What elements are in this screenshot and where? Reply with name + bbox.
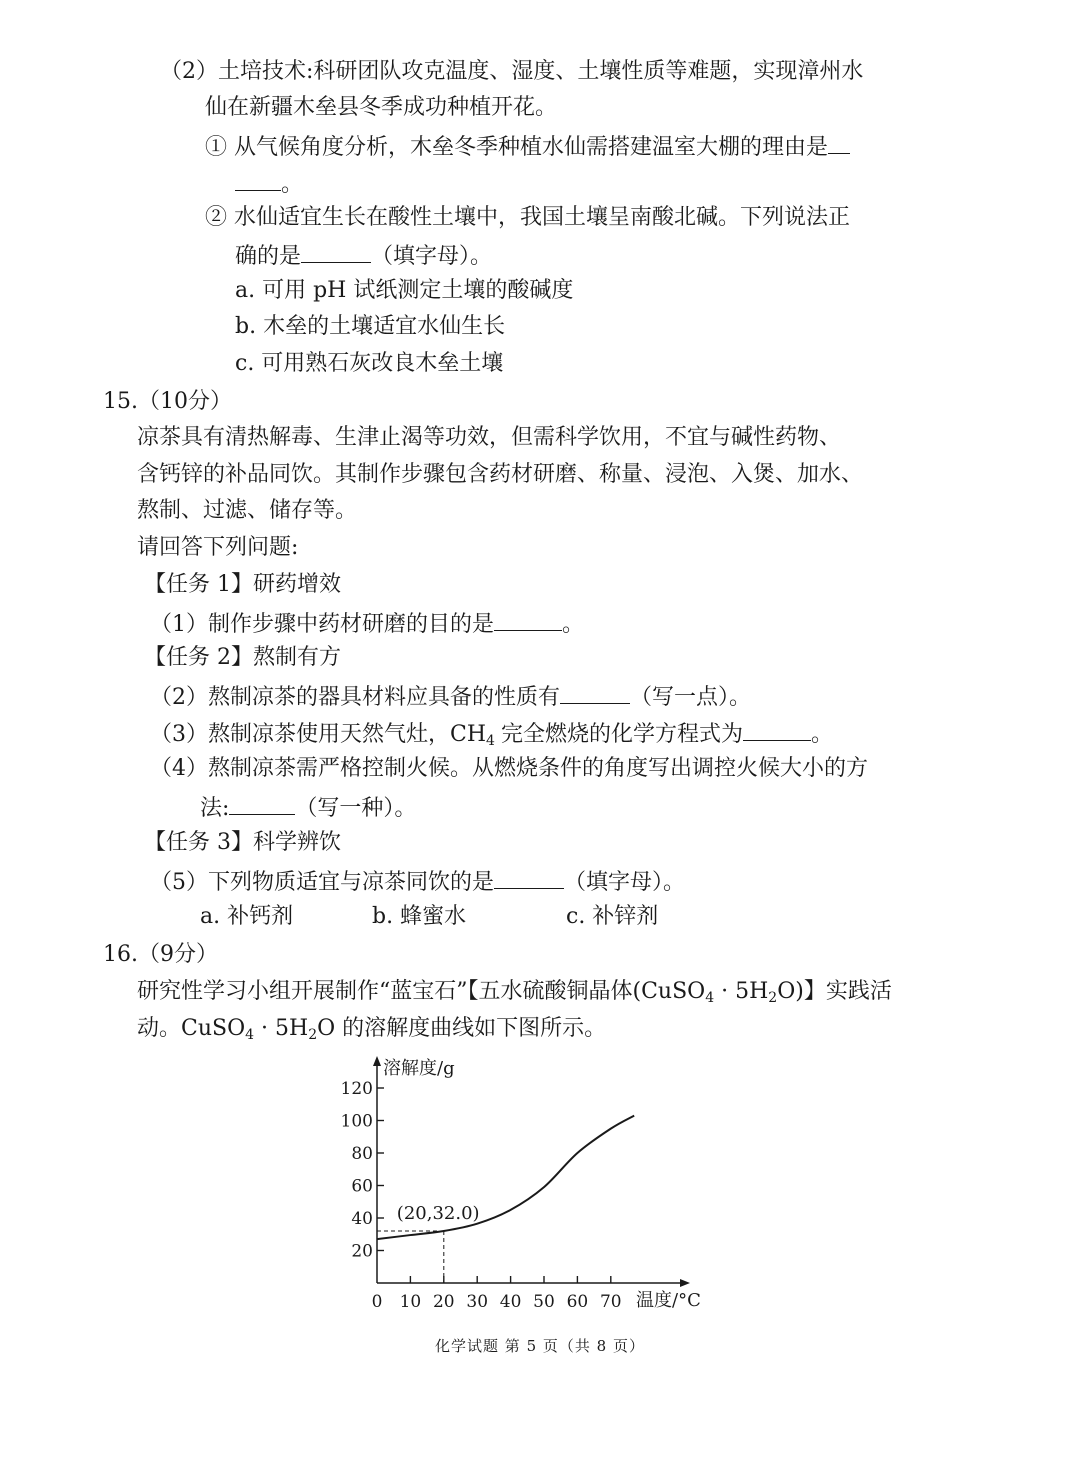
answer-blank [560,679,630,704]
q14-2-sub2-line1: ② 水仙适宜生长在酸性土壤中，我国土壤呈南酸北碱。下列说法正 [205,205,850,230]
y-axis-label: 溶解度/g [383,1058,455,1079]
y-tick-label: 120 [340,1079,373,1099]
q15-question-1 [150,606,584,641]
q15-number: 15.（10分） [103,389,232,414]
y-tick-label: 40 [351,1209,373,1229]
q15-question-3 [150,716,833,751]
y-tick-label: 20 [351,1241,373,1262]
y-axis-arrow-icon [373,1056,381,1066]
subscript: 2 [308,1027,318,1043]
x-tick-label: 70 [599,1292,622,1312]
q14-2-stem-line2: 仙在新疆木垒县冬季成功种植开花。 [205,95,558,120]
q16-number: 16.（9分） [103,942,218,967]
q16-intro-line1 [137,976,892,1008]
q14-2-option-b: b. 木垒的土壤适宜水仙生长 [235,314,506,339]
q16-l1-text: 研究性学习小组开展制作“蓝宝石”【五水硫酸铜晶体(CuSO [137,979,706,1004]
subscript: 4 [705,990,715,1006]
q15-q3-text2: 完全燃烧的化学方程式为 [500,722,743,747]
q15-question-4-line2 [200,790,416,825]
q15-question-5 [150,864,685,899]
q14-2-sub1-text: ① 从气候角度分析，木垒冬季种植水仙需搭建温室大棚的理由是 [205,135,828,160]
q15-q1-end: 。 [562,612,585,637]
q15-question-2 [150,679,751,714]
q14-2-option-c: c. 可用熟石灰改良木垒土壤 [235,351,504,376]
q16-l2-text2: · 5H [254,1016,309,1041]
q15-q2-text: （2）熬制凉茶的器具材料应具备的性质有 [150,685,560,710]
subscript: 4 [245,1027,255,1043]
subscript: 2 [768,990,778,1006]
q15-question-4-line1: （4）熬制凉茶需严格控制火候。从燃烧条件的角度写出调控火候大小的方 [150,756,868,781]
answer-blank [743,716,811,741]
answer-blank [494,606,562,631]
q16-l1-text3: O)】实践活 [777,979,892,1004]
q15-q1-text: （1）制作步骤中药材研磨的目的是 [150,612,494,637]
q14-2-sub1-line2 [235,166,303,201]
q15-q5-tail: （填字母）。 [564,870,686,895]
point-annotation: (20,32.0) [396,1203,480,1224]
x-tick-label: 0 [371,1292,383,1312]
q15-task3-heading: 【任务 3】科学辨饮 [144,830,341,855]
q15-q4-tail: （写一种）。 [295,796,417,821]
x-tick-label: 20 [432,1292,455,1312]
q14-2-option-a: a. 可用 pH 试纸测定土壤的酸碱度 [235,278,574,303]
y-tick-label: 100 [340,1111,373,1132]
q15-option-c: c. 补锌剂 [566,904,659,929]
q14-2-sub2-line2 [235,238,492,273]
q14-2-sub2-text: 确的是 [235,244,302,269]
x-tick-label: 30 [466,1292,489,1312]
q16-l1-text2: · 5H [714,979,769,1004]
q15-q5-text: （5）下列物质适宜与凉茶同饮的是 [150,870,494,895]
q16-l2-text3: O 的溶解度曲线如下图所示。 [317,1016,607,1041]
q15-intro-line1: 凉茶具有清热解毒、生津止渴等功效，但需科学饮用，不宜与碱性药物、 [137,425,842,450]
y-tick-label: 60 [351,1176,373,1197]
q14-2-sub1-line1 [205,129,850,164]
q15-q3-end: 。 [810,722,833,747]
q15-intro-line3: 熬制、过滤、储存等。 [137,498,358,523]
q15-intro-line2: 含钙锌的补品同饮。其制作步骤包含药材研磨、称量、浸泡、入煲、加水、 [137,462,864,487]
solubility-chart [330,1050,730,1320]
q15-q4-text: 法: [200,796,230,821]
x-tick-label: 60 [566,1292,589,1312]
x-axis-label: 温度/°C [636,1290,701,1311]
x-tick-label: 10 [399,1292,422,1312]
q14-2-sub2-tail: （填字母）。 [371,244,493,269]
x-tick-label: 40 [499,1292,522,1312]
q16-l2-text: 动。CuSO [137,1016,246,1041]
q15-option-a: a. 补钙剂 [200,904,294,929]
subscript: 4 [486,733,495,749]
q15-prompt: 请回答下列问题: [137,535,299,560]
answer-blank [229,790,295,815]
q14-2-stem-line1: （2）土培技术:科研团队攻克温度、湿度、土壤性质等难题，实现漳州水 [160,59,864,84]
x-axis-arrow-icon [680,1279,690,1287]
q14-2-sub1-end: 。 [281,172,304,197]
answer-blank [828,129,850,154]
q15-option-b: b. 蜂蜜水 [372,904,467,929]
page-footer: 化学试题 第 5 页（共 8 页） [435,1337,645,1355]
q15-q3-text: （3）熬制凉茶使用天然气灶，CH [150,722,487,747]
q15-task2-heading: 【任务 2】熬制有方 [144,645,341,670]
answer-blank [235,166,281,191]
q15-task1-heading: 【任务 1】研药增效 [144,572,341,597]
q15-q2-tail: （写一点）。 [630,685,752,710]
q16-intro-line2 [137,1013,606,1045]
x-tick-label: 50 [533,1292,555,1312]
y-tick-label: 80 [351,1144,373,1164]
answer-blank [494,864,564,889]
answer-blank [301,238,371,263]
